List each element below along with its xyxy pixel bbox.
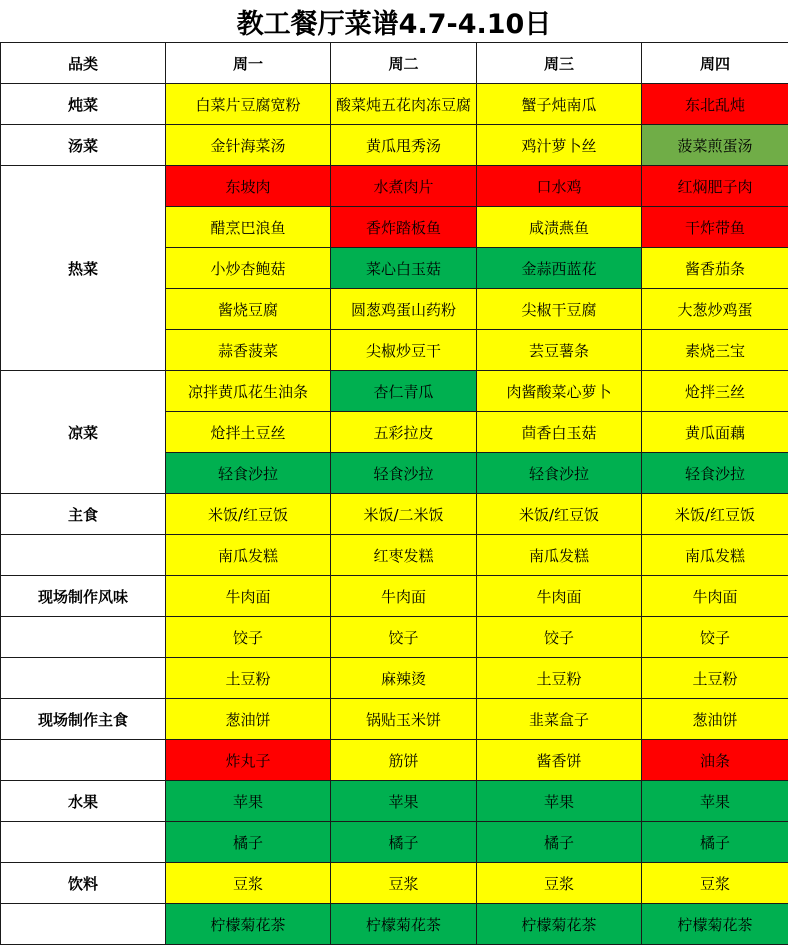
- dish-cell: 筋饼: [331, 740, 477, 781]
- category-cell: [1, 535, 166, 576]
- dish-cell: 南瓜发糕: [166, 535, 331, 576]
- dish-cell: 橘子: [331, 822, 477, 863]
- dish-cell: 尖椒炒豆干: [331, 330, 477, 371]
- dish-cell: 土豆粉: [477, 658, 642, 699]
- dish-cell: 轻食沙拉: [477, 453, 642, 494]
- dish-cell: 蒜香菠菜: [166, 330, 331, 371]
- menu-row: [1, 576, 788, 617]
- header-day-1: 周一: [166, 43, 331, 84]
- category-cell: 水果: [1, 781, 166, 822]
- category-cell: 热菜: [1, 166, 166, 371]
- dish-cell: 肉酱酸菜心萝卜: [477, 371, 642, 412]
- category-cell: 饮料: [1, 863, 166, 904]
- menu-row: [1, 494, 788, 535]
- dish-cell: 豆浆: [642, 863, 788, 904]
- dish-cell: 干炸带鱼: [642, 207, 788, 248]
- dish-cell: 土豆粉: [166, 658, 331, 699]
- dish-cell: 锅贴玉米饼: [331, 699, 477, 740]
- menu-row: [1, 781, 788, 822]
- dish-cell: 葱油饼: [166, 699, 331, 740]
- dish-cell: 米饭/红豆饭: [642, 494, 788, 535]
- category-cell: 凉菜: [1, 371, 166, 494]
- dish-cell: 炸丸子: [166, 740, 331, 781]
- category-cell: [1, 822, 166, 863]
- category-cell: [1, 617, 166, 658]
- dish-cell: 酱香茄条: [642, 248, 788, 289]
- dish-cell: 南瓜发糕: [642, 535, 788, 576]
- dish-cell: 金蒜西蓝花: [477, 248, 642, 289]
- dish-cell: 圆葱鸡蛋山药粉: [331, 289, 477, 330]
- dish-cell: 大葱炒鸡蛋: [642, 289, 788, 330]
- menu-row: [1, 371, 788, 412]
- dish-cell: 饺子: [166, 617, 331, 658]
- dish-cell: 鸡汁萝卜丝: [477, 125, 642, 166]
- dish-cell: 红焖肥子肉: [642, 166, 788, 207]
- dish-cell: 苹果: [331, 781, 477, 822]
- dish-cell: 菠菜煎蛋汤: [642, 125, 788, 166]
- category-cell: 现场制作主食: [1, 699, 166, 740]
- dish-cell: 咸渍燕鱼: [477, 207, 642, 248]
- dish-cell: 土豆粉: [642, 658, 788, 699]
- dish-cell: 苹果: [642, 781, 788, 822]
- dish-cell: 柠檬菊花茶: [477, 904, 642, 945]
- dish-cell: 饺子: [477, 617, 642, 658]
- dish-cell: 轻食沙拉: [166, 453, 331, 494]
- dish-cell: 饺子: [642, 617, 788, 658]
- menu-row: [1, 863, 788, 904]
- menu-row: [1, 617, 788, 658]
- menu-row: [1, 904, 788, 945]
- menu-row: [1, 658, 788, 699]
- menu-row: [1, 125, 788, 166]
- dish-cell: 菜心白玉菇: [331, 248, 477, 289]
- dish-cell: 红枣发糕: [331, 535, 477, 576]
- dish-cell: 小炒杏鲍菇: [166, 248, 331, 289]
- dish-cell: 酱烧豆腐: [166, 289, 331, 330]
- dish-cell: 柠檬菊花茶: [331, 904, 477, 945]
- dish-cell: 黄瓜甩秀汤: [331, 125, 477, 166]
- dish-cell: 凉拌黄瓜花生油条: [166, 371, 331, 412]
- dish-cell: 米饭/红豆饭: [166, 494, 331, 535]
- dish-cell: 尖椒干豆腐: [477, 289, 642, 330]
- header-day-2: 周二: [331, 43, 477, 84]
- dish-cell: 东北乱炖: [642, 84, 788, 125]
- header-day-4: 周四: [642, 43, 788, 84]
- dish-cell: 牛肉面: [166, 576, 331, 617]
- dish-cell: 橘子: [642, 822, 788, 863]
- dish-cell: 橘子: [477, 822, 642, 863]
- dish-cell: 酱香饼: [477, 740, 642, 781]
- dish-cell: 饺子: [331, 617, 477, 658]
- dish-cell: 五彩拉皮: [331, 412, 477, 453]
- dish-cell: 麻辣烫: [331, 658, 477, 699]
- dish-cell: 黄瓜面藕: [642, 412, 788, 453]
- dish-cell: 蟹子炖南瓜: [477, 84, 642, 125]
- menu-table: [0, 42, 788, 945]
- dish-cell: 醋烹巴浪鱼: [166, 207, 331, 248]
- dish-cell: 芸豆薯条: [477, 330, 642, 371]
- dish-cell: 金针海菜汤: [166, 125, 331, 166]
- dish-cell: 南瓜发糕: [477, 535, 642, 576]
- menu-body: [1, 84, 788, 945]
- menu-row: [1, 699, 788, 740]
- category-cell: 炖菜: [1, 84, 166, 125]
- dish-cell: 柠檬菊花茶: [642, 904, 788, 945]
- dish-cell: 葱油饼: [642, 699, 788, 740]
- dish-cell: 柠檬菊花茶: [166, 904, 331, 945]
- dish-cell: 米饭/红豆饭: [477, 494, 642, 535]
- menu-row: [1, 166, 788, 207]
- dish-cell: 轻食沙拉: [331, 453, 477, 494]
- dish-cell: 豆浆: [477, 863, 642, 904]
- dish-cell: 杏仁青瓜: [331, 371, 477, 412]
- dish-cell: 茴香白玉菇: [477, 412, 642, 453]
- dish-cell: 牛肉面: [477, 576, 642, 617]
- category-cell: [1, 904, 166, 945]
- dish-cell: 韭菜盒子: [477, 699, 642, 740]
- dish-cell: 白菜片豆腐宽粉: [166, 84, 331, 125]
- category-cell: [1, 658, 166, 699]
- menu-row: [1, 740, 788, 781]
- dish-cell: 水煮肉片: [331, 166, 477, 207]
- category-cell: 现场制作风味: [1, 576, 166, 617]
- menu-row: [1, 535, 788, 576]
- dish-cell: 牛肉面: [331, 576, 477, 617]
- dish-cell: 素烧三宝: [642, 330, 788, 371]
- header-category: 品类: [1, 43, 166, 84]
- category-cell: [1, 740, 166, 781]
- dish-cell: 香炸踏板鱼: [331, 207, 477, 248]
- dish-cell: 米饭/二米饭: [331, 494, 477, 535]
- dish-cell: 东坡肉: [166, 166, 331, 207]
- dish-cell: 豆浆: [166, 863, 331, 904]
- dish-cell: 口水鸡: [477, 166, 642, 207]
- dish-cell: 油条: [642, 740, 788, 781]
- header-row: [1, 43, 788, 84]
- dish-cell: 豆浆: [331, 863, 477, 904]
- page-title: 教工餐厅菜谱4.7-4.10日: [236, 8, 552, 40]
- dish-cell: 炝拌土豆丝: [166, 412, 331, 453]
- header-day-3: 周三: [477, 43, 642, 84]
- menu-row: [1, 84, 788, 125]
- dish-cell: 酸菜炖五花肉冻豆腐: [331, 84, 477, 125]
- dish-cell: 苹果: [477, 781, 642, 822]
- category-cell: 汤菜: [1, 125, 166, 166]
- dish-cell: 苹果: [166, 781, 331, 822]
- menu-row: [1, 822, 788, 863]
- dish-cell: 轻食沙拉: [642, 453, 788, 494]
- dish-cell: 炝拌三丝: [642, 371, 788, 412]
- dish-cell: 牛肉面: [642, 576, 788, 617]
- category-cell: 主食: [1, 494, 166, 535]
- dish-cell: 橘子: [166, 822, 331, 863]
